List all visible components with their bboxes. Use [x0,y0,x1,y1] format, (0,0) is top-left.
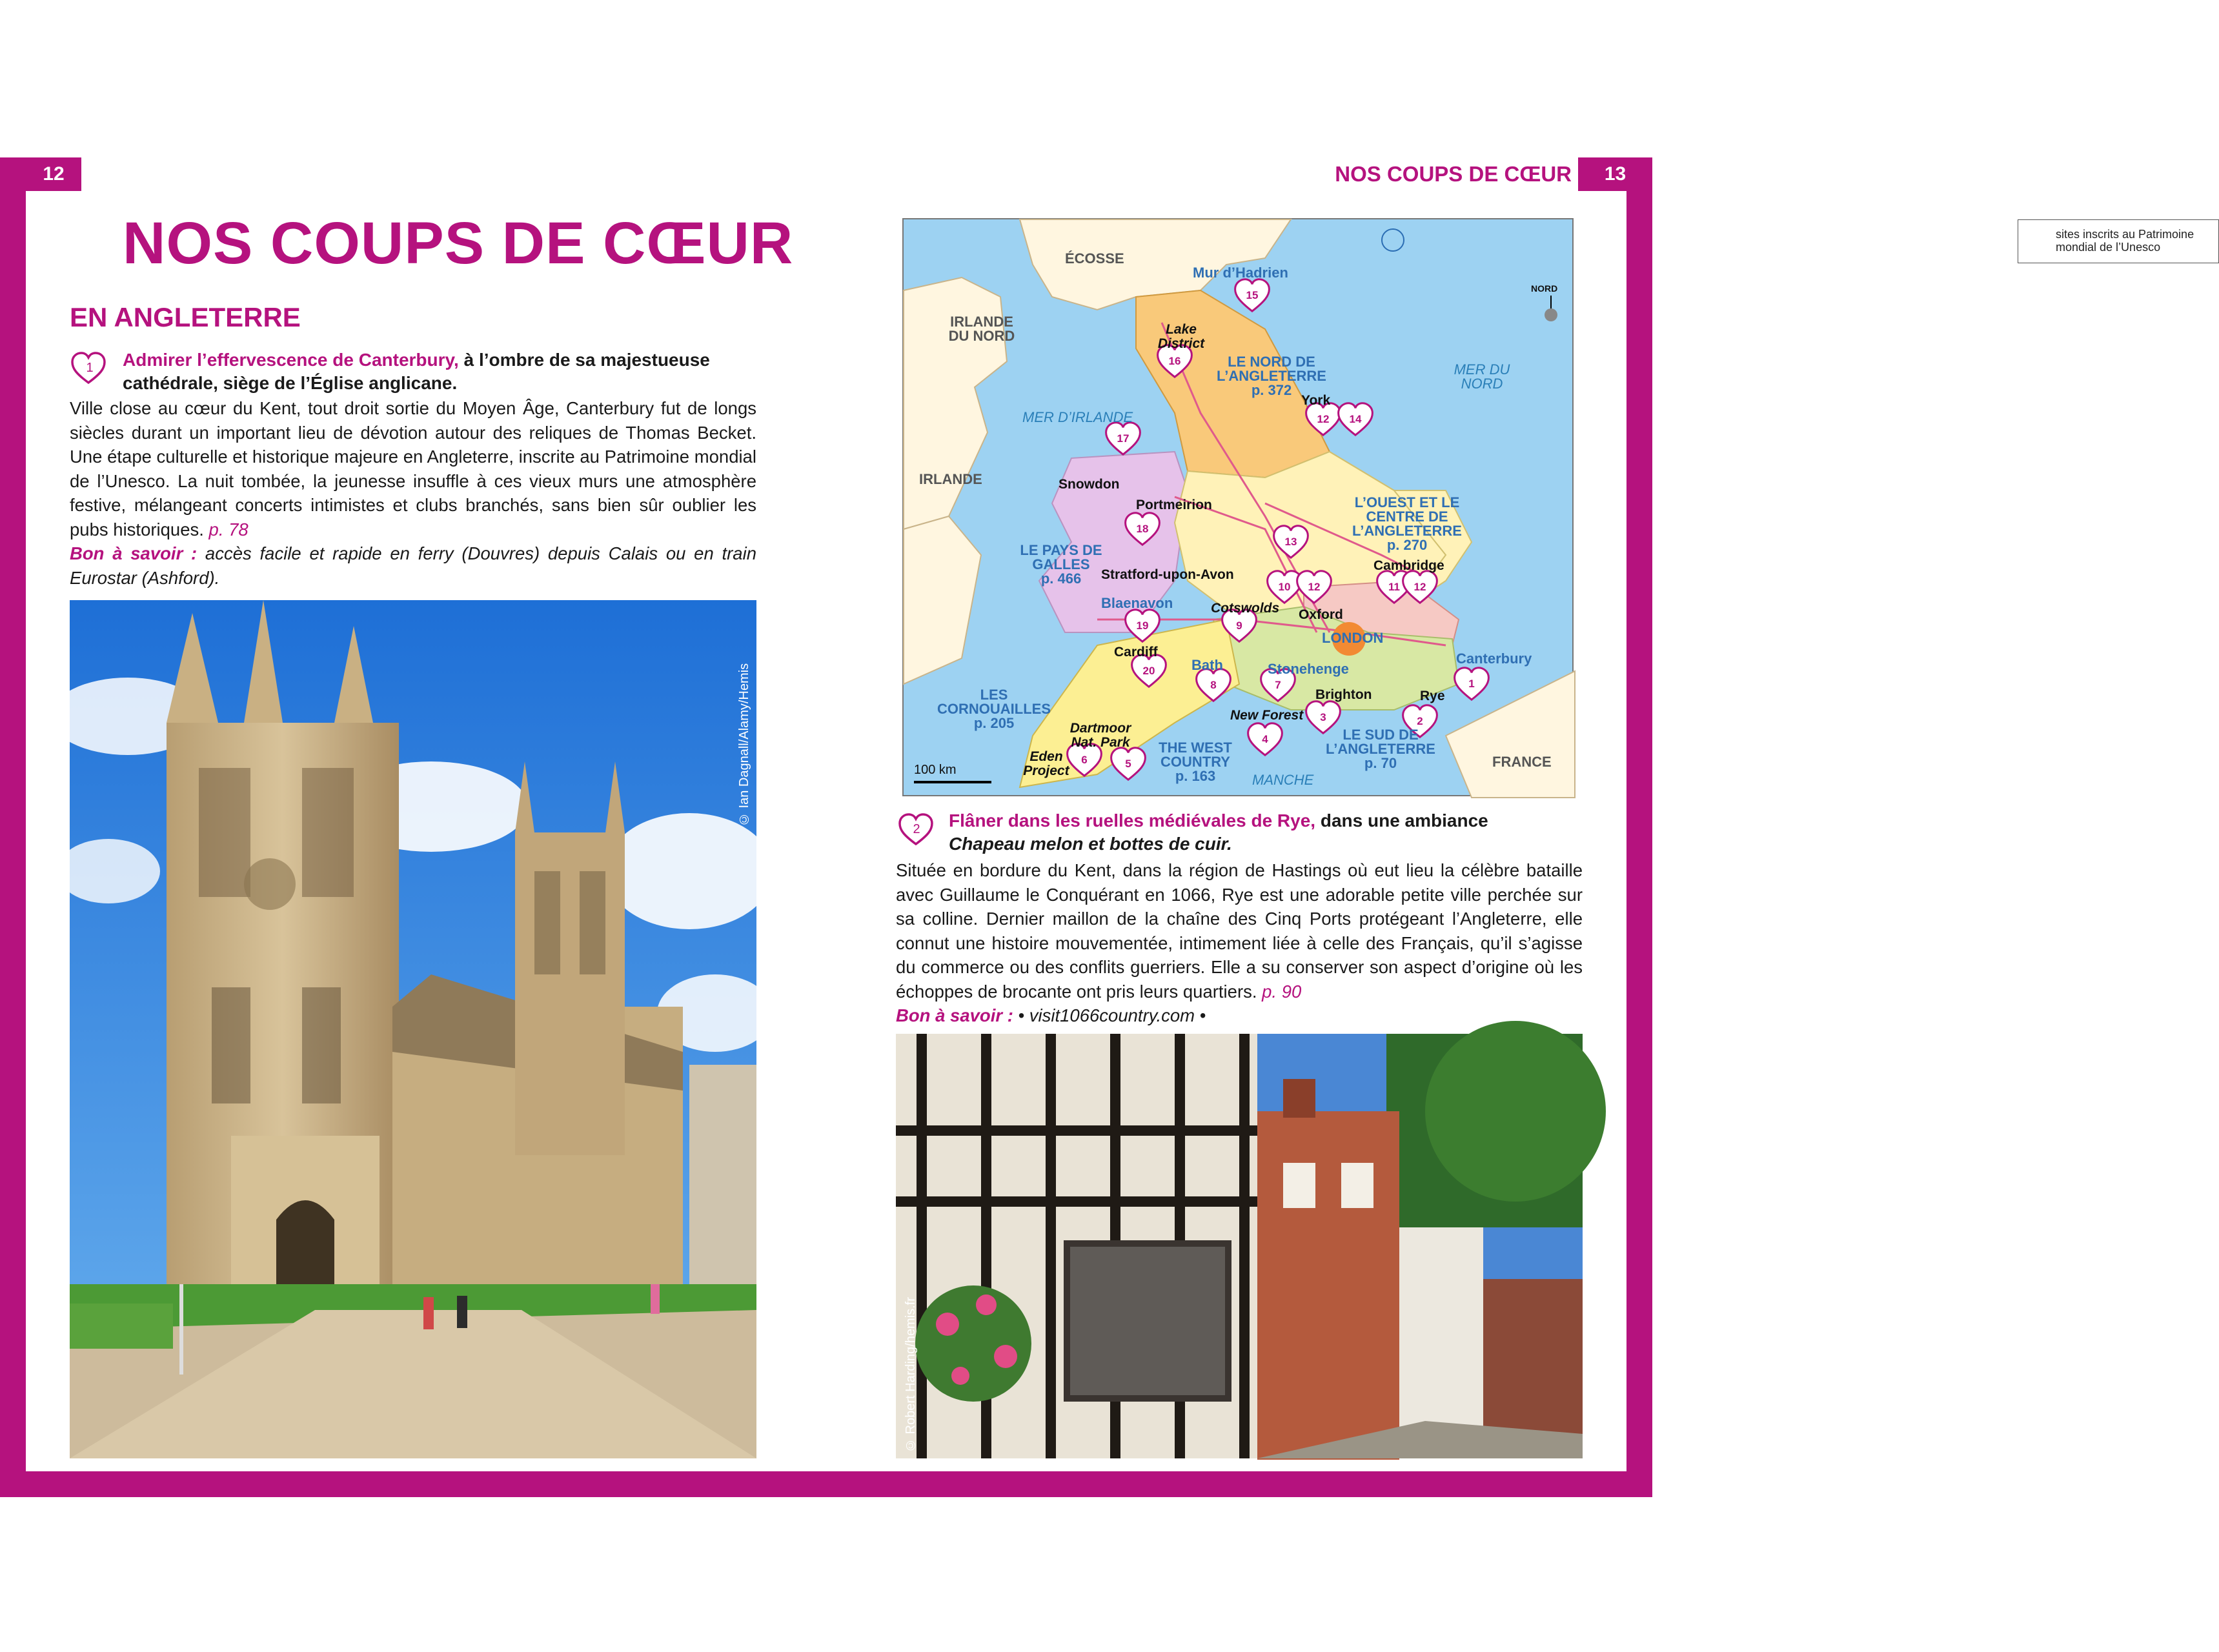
region-west-country: THE WEST COUNTRY p. 163 [1159,740,1232,784]
svg-text:17: 17 [1117,432,1130,445]
svg-text:5: 5 [1125,758,1131,770]
frame-right [1626,157,1652,1496]
svg-text:16: 16 [1168,355,1181,367]
entry-1-tip [70,541,756,590]
svg-text:11: 11 [1388,581,1400,593]
entry-1-page-ref[interactable]: p. 78 [208,519,248,539]
place-new-forest: New Forest [1230,708,1304,723]
scale-label: 100 km [914,763,957,777]
entry-2-heading [949,809,1581,856]
entry-1-tip-text: accès facile et rapide en ferry (Douvres) depuis Calais ou en train Eurostar (Ashford). [70,543,757,588]
place-cotswolds: Cotswolds [1211,601,1280,616]
photo-credit-canterbury: © Ian Dagnall/Alamy/Hemis [737,663,751,826]
place-brighton: Brighton [1315,687,1372,702]
map-legend: sites inscrits au Patrimoine mondial de l’Unesco [2018,219,2219,263]
svg-text:1: 1 [1468,678,1475,690]
map-heart-marker-4 [1248,723,1282,756]
country-scotland: ÉCOSSE [1065,250,1124,267]
map-heart-marker-14 [1339,403,1373,436]
entry-2-tip-label: Bon à savoir : [896,1005,1013,1025]
country-northern-ireland: IRLANDE DU NORD [948,314,1015,344]
sea-channel: MANCHE [1252,772,1314,788]
place-snowdon: Snowdon [1059,477,1120,492]
entry-1-heading [123,348,768,395]
sea-north: MER DU NORD [1454,361,1510,392]
place-oxford: Oxford [1299,607,1343,622]
place-hadrians-wall: Mur d’Hadrien [1193,265,1288,281]
place-york: York [1301,393,1331,408]
svg-text:19: 19 [1136,620,1149,632]
place-stratford: Stratford-upon-Avon [1101,567,1234,582]
svg-text:18: 18 [1136,523,1149,535]
place-portmeirion: Portmeirion [1136,498,1212,512]
region-north: LE NORD DE L’ANGLETERRE p. 372 [1217,354,1326,398]
entry-1-rest: à l’ombre de sa majestueuse cathédrale, siège de l’Église anglicane. [123,350,710,393]
svg-text:7: 7 [1275,679,1281,691]
entry-2-tip-text[interactable]: • visit1066country.com • [1013,1005,1206,1025]
photo-credit-rye: © Robert Harding/hemis.fr [904,1297,918,1452]
svg-text:6: 6 [1081,754,1088,766]
country-ireland: IRLANDE [919,471,982,487]
svg-text:8: 8 [1210,679,1217,691]
header-gap [81,157,1307,191]
canterbury-cathedral-photo [70,600,756,1458]
entry-1-tip-label: Bon à savoir : [70,543,198,563]
entry-2-body [896,858,1583,1003]
place-stonehenge: Stonehenge [1268,661,1349,677]
entry-2-body-text: Située en bordure du Kent, dans la région de Hastings où eut lieu la célèbre bataille avec Guillaume le Conquérant en 1066, Rye est une adorable petite ville perchée sur sa colline. Dernier maillon de la chaîne des Cinq Ports protégeant l’Angleterre, elle connut une histoire mouvementée, intimement liée à celle des Français, qu’il s’agisse du commerce ou des conflits guerriers. Elle a su conserver son aspect d’origine où les échoppes de brocante ont pris leurs quartiers. [896,860,1583,1002]
place-canterbury: Canterbury [1456,650,1532,667]
svg-text:12: 12 [1308,581,1321,593]
entry-2-page-ref[interactable]: p. 90 [1262,981,1302,1002]
map-heart-marker-15 [1235,279,1270,312]
svg-text:14: 14 [1349,413,1362,425]
place-lake-district: Lake District [1157,322,1205,351]
section-title: EN ANGLETERRE [70,302,301,332]
heart-badge-2-icon [897,812,935,847]
entry-2-lead: Flâner dans les ruelles médiévales de Rye, [949,811,1316,831]
place-cambridge: Cambridge [1373,558,1444,573]
place-blaenavon: Blaenavon [1101,595,1173,611]
region-south: LE SUD DE L’ANGLETERRE p. 70 [1326,727,1435,771]
map-heart-marker-1 [1455,668,1489,700]
map-heart-marker-17 [1106,423,1140,455]
svg-text:3: 3 [1320,711,1326,723]
svg-text:20: 20 [1142,665,1155,677]
svg-text:2: 2 [1417,715,1423,727]
unesco-legend-icon [1381,228,1404,252]
region-wales: LE PAYS DE GALLES p. 466 [1020,542,1102,587]
svg-text:12: 12 [1317,413,1330,425]
place-bath: Bath [1191,657,1223,673]
svg-text:1: 1 [86,361,94,375]
place-london: LONDON [1322,630,1384,646]
svg-text:4: 4 [1262,733,1268,745]
page-number-right: 13 [1578,157,1652,191]
frame-left [0,157,26,1496]
frame-bottom [0,1471,1652,1497]
entry-2-tip [896,1003,1583,1028]
place-cardiff: Cardiff [1114,645,1158,660]
svg-text:9: 9 [1236,620,1242,632]
running-head: NOS COUPS DE CŒUR [1307,157,1578,191]
map-heart-marker-5 [1111,748,1146,780]
svg-text:10: 10 [1278,581,1291,593]
svg-text:15: 15 [1246,289,1259,301]
region-cornwall: LES CORNOUAILLES p. 205 [937,687,1051,731]
entry-1-lead: Admirer l’effervescence de Canterbury, [123,350,459,370]
heart-badge-1-icon [70,350,107,385]
page-number-left: 12 [26,157,81,191]
england-map [902,218,2194,796]
entry-1-body-text: Ville close au cœur du Kent, tout droit sortie du Moyen Âge, Canterbury fut de longs siècles durant un important lieu de dévotion autour des reliques de Thomas Becket. Une étape culturelle et historique majeure en Angleterre, inscrite au Patrimoine mondial de l’Unesco. La nuit tombée, la jeunesse insuffle à ces vieux murs une atmosphère festive, mélangeant concerts intimistes et clubs branchés, sans bien sûr oublier les pubs historiques. [70,398,756,539]
svg-text:13: 13 [1284,536,1297,548]
country-france: FRANCE [1492,754,1552,770]
entry-2-rest: dans une ambiance [1315,811,1488,831]
north-label: NORD [1531,283,1558,294]
rye-street-photo [896,1034,1583,1458]
place-dartmoor: Dartmoor Nat. Park [1069,721,1131,750]
svg-text:12: 12 [1413,581,1426,593]
svg-text:2: 2 [913,822,920,836]
region-west-centre: L’OUEST ET LE CENTRE DE L’ANGLETERRE p. 270 [1352,494,1462,553]
place-eden-project: Eden Project [1023,749,1069,778]
place-rye: Rye [1420,689,1445,703]
sea-irish: MER D’IRLANDE [1022,409,1133,425]
entry-1-body [70,396,756,541]
page-title: NOS COUPS DE CŒUR [123,210,794,276]
entry-2-rest-italic: Chapeau melon et bottes de cuir. [949,834,1232,854]
